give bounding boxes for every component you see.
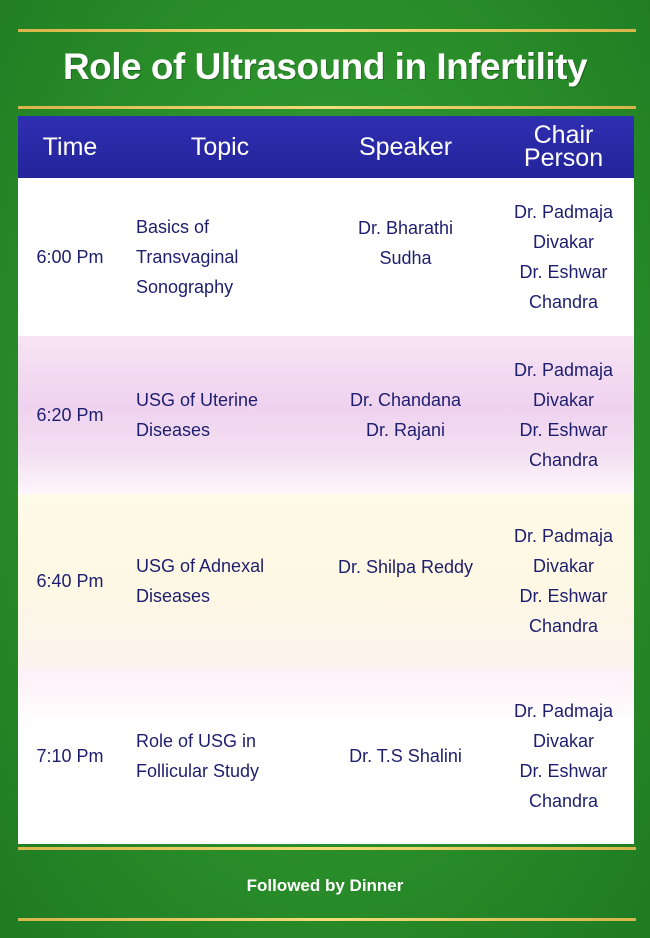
chair-line: Dr. Padmaja xyxy=(513,360,614,380)
chair-line: Dr. Eshwar xyxy=(519,420,608,440)
header-speaker: Speaker xyxy=(358,132,453,161)
speaker-line: Dr. T.S Shalini xyxy=(349,746,462,766)
table-row xyxy=(18,494,634,668)
chair-line: Divakar xyxy=(532,731,594,751)
session-speaker xyxy=(318,552,493,582)
topic-line: USG of Uterine xyxy=(136,390,259,410)
chair-line: Dr. Padmaja xyxy=(513,526,614,546)
chair-line: Chandra xyxy=(528,450,599,470)
chair-line: Dr. Padmaja xyxy=(513,701,614,721)
header-topic: Topic xyxy=(190,132,250,161)
speaker-line: Dr. Chandana xyxy=(349,390,462,410)
session-topic xyxy=(122,551,318,611)
chair-line: Divakar xyxy=(532,390,594,410)
header-chair-line2: Person xyxy=(523,144,604,172)
topic-line: USG of Adnexal xyxy=(136,556,265,576)
bottom-gold-rule xyxy=(18,918,636,921)
session-topic xyxy=(122,726,318,786)
session-topic xyxy=(122,212,318,302)
session-chair xyxy=(493,696,634,816)
schedule-table xyxy=(18,116,634,844)
session-chair xyxy=(493,521,634,641)
chair-line: Dr. Eshwar xyxy=(519,262,608,282)
title-gold-rule xyxy=(18,106,636,109)
topic-line: Diseases xyxy=(136,586,211,606)
session-time: 7:10 Pm xyxy=(36,746,104,766)
session-time: 6:00 Pm xyxy=(36,247,104,267)
topic-line: Transvaginal xyxy=(136,247,239,267)
chair-line: Divakar xyxy=(532,232,594,252)
table-row xyxy=(18,336,634,494)
header-chair-line1: Chair xyxy=(533,121,594,149)
chair-line: Chandra xyxy=(528,616,599,636)
header-chair-person xyxy=(493,121,634,172)
page-title: Role of Ultrasound in Infertility xyxy=(62,46,588,87)
session-chair xyxy=(493,197,634,317)
table-bottom-gold-rule xyxy=(18,847,636,850)
speaker-line: Dr. Shilpa Reddy xyxy=(337,557,474,577)
top-gold-rule xyxy=(18,29,636,32)
chair-line: Dr. Eshwar xyxy=(519,586,608,606)
chair-line: Chandra xyxy=(528,791,599,811)
topic-line: Role of USG in xyxy=(136,731,257,751)
chair-line: Divakar xyxy=(532,556,594,576)
footer-note: Followed by Dinner xyxy=(246,876,404,895)
table-row xyxy=(18,178,634,336)
session-speaker xyxy=(318,213,493,273)
speaker-line: Dr. Rajani xyxy=(365,420,446,440)
chair-line: Dr. Eshwar xyxy=(519,761,608,781)
table-row xyxy=(18,668,634,844)
topic-line: Sonography xyxy=(136,277,234,297)
topic-line: Basics of xyxy=(136,217,210,237)
speaker-line: Dr. Bharathi xyxy=(357,218,454,238)
topic-line: Follicular Study xyxy=(136,761,260,781)
session-speaker xyxy=(318,741,493,771)
session-topic xyxy=(122,385,318,445)
session-time: 6:20 Pm xyxy=(36,405,104,425)
table-header xyxy=(18,116,634,178)
chair-line: Chandra xyxy=(528,292,599,312)
session-speaker xyxy=(318,385,493,445)
topic-line: Diseases xyxy=(136,420,211,440)
header-time: Time xyxy=(42,132,98,161)
session-chair xyxy=(493,355,634,475)
speaker-line: Sudha xyxy=(379,248,432,268)
session-time: 6:40 Pm xyxy=(36,571,104,591)
chair-line: Dr. Padmaja xyxy=(513,202,614,222)
